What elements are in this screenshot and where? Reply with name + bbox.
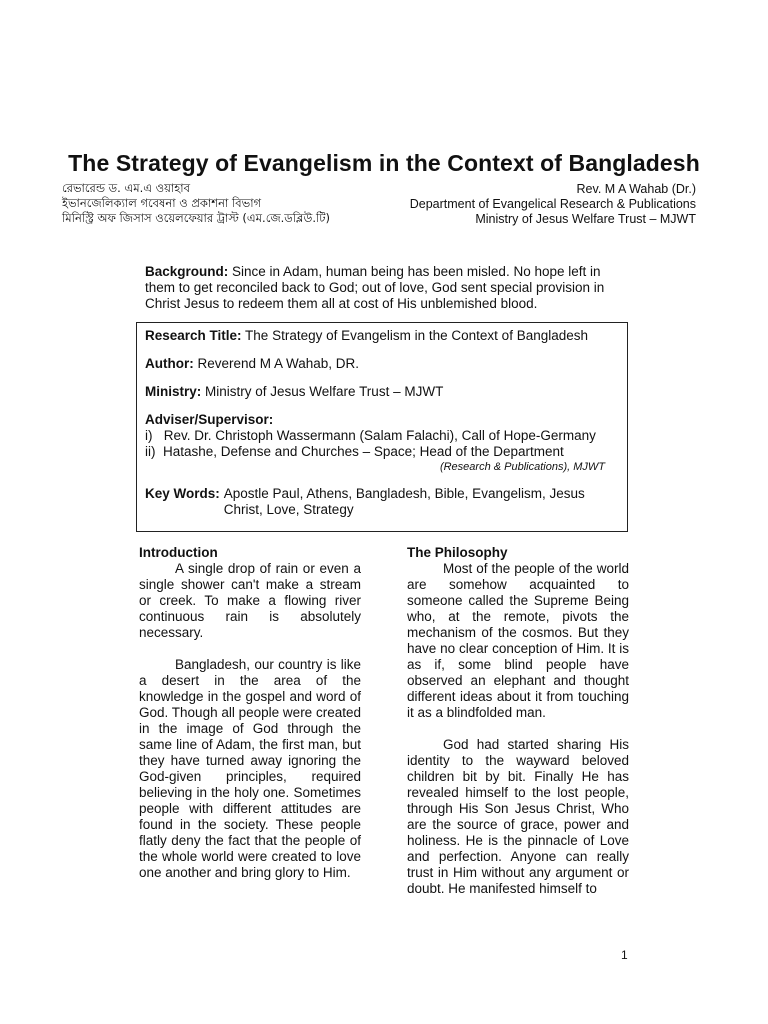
research-title-row [145,328,619,344]
author-name: Rev. M A Wahab (Dr.) [576,182,696,196]
background-label: Background: [145,264,229,279]
department-name: Department of Evangelical Research & Publications [409,197,696,211]
bengali-byline [62,181,330,226]
introduction-paragraph: A single drop of rain or even a single shower can't make a stream or creek. To make a flowing river continuous rain is absolutely necessary. [139,561,361,640]
ministry-row [145,384,619,400]
philosophy-heading: The Philosophy [407,545,508,560]
introduction-section [139,545,361,881]
bengali-department: ইভানজেলিক্যাল গবেষনা ও প্রকাশনা বিভাগ [62,196,262,210]
document-title: The Strategy of Evangelism in the Context of Bangladesh [68,150,700,176]
author-row [145,356,619,372]
philosophy-paragraph: God had started sharing His identity to the wayward beloved children bit by bit. Finally He has revealed himself to the lost people, through His Son Jesus Christ, Who are the source of grace, power and holiness. He is the pinnacle of Love and perfection. Anyone can really trust in Him without any argument or doubt. He manifested himself to [407,737,629,896]
ministry-name: Ministry of Jesus Welfare Trust – MJWT [475,212,696,226]
background-text: Since in Adam, human being has been misled. No hope left in them to get reconciled back to God; out of love, God sent special provision in Christ Jesus to redeem them all at cost of His unblemished blood. [145,264,605,311]
philosophy-paragraph: Most of the people of the world are somehow acquainted to someone called the Supreme Being who, at the remote, pivots the mechanism of the cosmos. But they have no clear conception of Him. It is as if, some blind people have observed an elephant and thought different ideas about it from touching it as a blindfolded man. [407,561,629,720]
keywords-value: Apostle Paul, Athens, Bangladesh, Bible, Evangelism, Jesus Christ, Love, Strategy [223,486,585,517]
adviser-label: Adviser/Supervisor: [145,412,274,427]
bengali-ministry: মিনিস্ট্রি অফ জিসাস ওয়েলফেয়ার ট্রাস্ট (এম.জে.ডব্লিউ.টি) [62,211,331,225]
research-title-label: Research Title: [145,328,242,343]
introduction-paragraph: Bangladesh, our country is like a desert in the area of the knowledge in the gospel and word of God. Though all people were created in the image of God through the same line of Adam, the first man, but they have turned away ignoring the God-given principles, required believing in the holy one. Sometimes people with different attitudes are found in the society. These people flatly deny the fact that the people of the whole world were created to love one another and bring glory to Him. [139,657,361,880]
adviser-note: (Research & Publications), MJWT [439,461,605,473]
introduction-heading: Introduction [139,545,218,560]
research-title-value: The Strategy of Evangelism in the Context of Bangladesh [241,328,589,343]
bengali-author-name: রেভারেন্ড ড. এম.এ ওয়াহাব [62,181,190,195]
english-byline [410,182,696,227]
author-value: Reverend M A Wahab, DR. [193,356,360,371]
keywords-label: Key Words: [145,486,220,501]
adviser-item: i) Rev. Dr. Christoph Wassermann (Salam Falachi), Call of Hope-Germany [145,428,596,443]
ministry-value: Ministry of Jesus Welfare Trust – MJWT [201,384,444,399]
page-number: 1 [621,948,628,962]
research-info-box [136,322,628,532]
philosophy-section [407,545,629,897]
keywords-row [145,486,619,518]
ministry-label: Ministry: [145,384,202,399]
author-label: Author: [145,356,194,371]
adviser-item: ii) Hatashe, Defense and Churches – Space; Head of the Department [145,444,564,459]
background-paragraph [145,264,627,312]
